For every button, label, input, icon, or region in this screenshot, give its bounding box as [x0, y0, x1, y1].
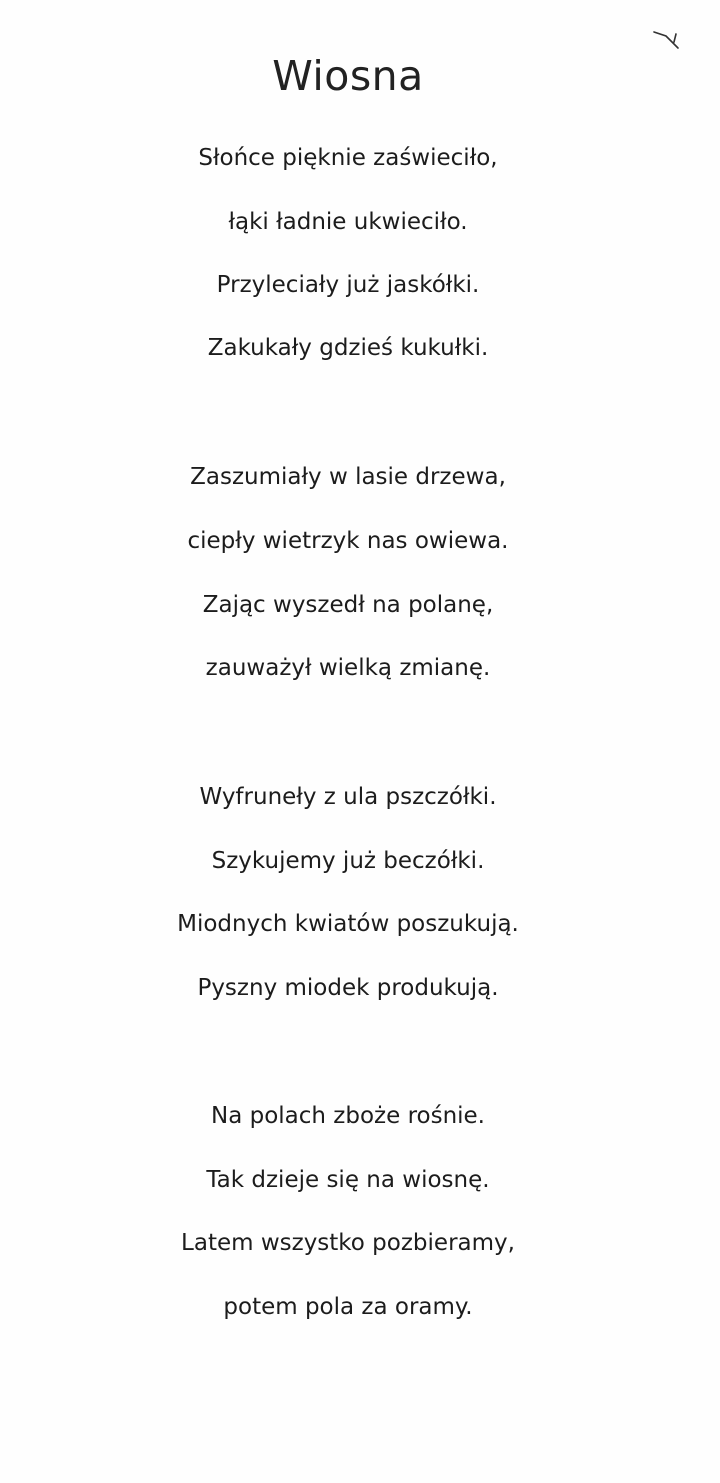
poem-line: Tak dzieje się na wiosnę.	[206, 1167, 490, 1193]
poem-line: Wyfruneły z ula pszczółki.	[199, 784, 497, 810]
poem-line: Przyleciały już jaskółki.	[216, 272, 480, 298]
poem-line: łąki ładnie ukwieciło.	[228, 209, 468, 235]
poem-line: Szykujemy już beczółki.	[211, 848, 485, 874]
poem-line: Zając wyszedł na polanę,	[202, 592, 494, 618]
poem-title: Wiosna	[272, 52, 424, 100]
poem-line: Zaszumiały w lasie drzewa,	[190, 464, 506, 490]
poem-line: Pyszny miodek produkują.	[197, 975, 499, 1001]
poem-line: Latem wszystko pozbieramy,	[181, 1230, 515, 1256]
poem-line: Zakukały gdzieś kukułki.	[207, 335, 489, 361]
pen-mark-icon	[652, 26, 682, 52]
poem-line: ciepły wietrzyk nas owiewa.	[187, 528, 509, 554]
poem-line: Miodnych kwiatów poszukują.	[177, 911, 519, 937]
poem-line: zauważył wielką zmianę.	[205, 655, 491, 681]
poem-line: Na polach zboże rośnie.	[210, 1103, 485, 1129]
poem-line: potem pola za oramy.	[223, 1294, 473, 1320]
poem-line: Słońce pięknie zaświeciło,	[198, 145, 498, 171]
